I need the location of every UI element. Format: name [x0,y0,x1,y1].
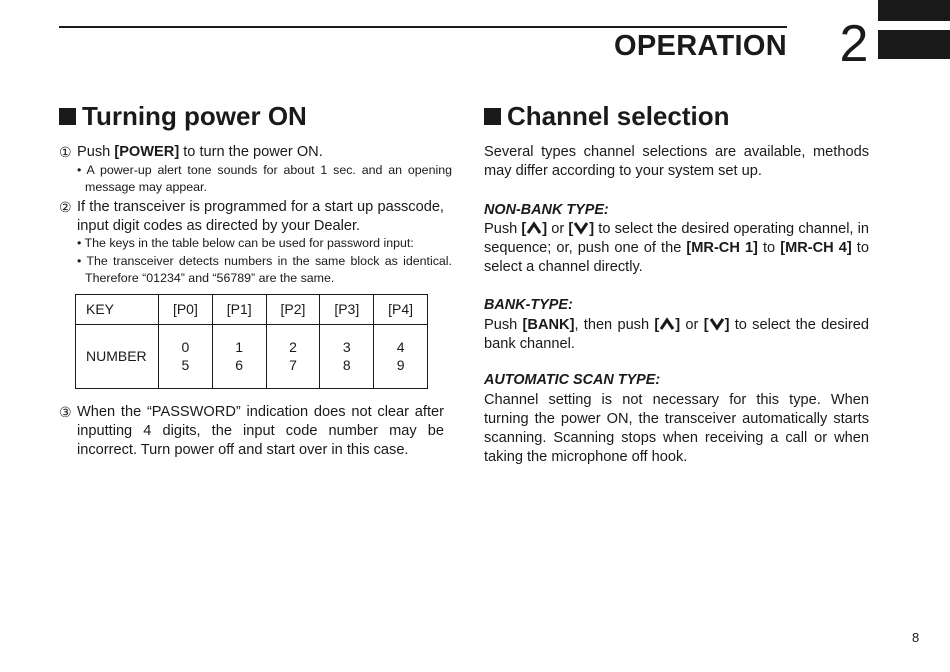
table-row-keys [76,295,428,325]
step-3-marker: ③ [59,404,72,420]
table-number-p1: 1 6 [212,324,266,388]
nonbank-heading: NON-BANK TYPE: [484,202,609,218]
table-row-numbers [76,324,428,388]
table-number-p4: 4 9 [374,324,428,388]
table-label-number: NUMBER [76,324,159,388]
section-title-power-on: Turning power ON [59,101,307,132]
step-1-text: Push [POWER] to turn the power ON. [77,144,323,160]
step-1-marker: ① [59,144,72,160]
chapter-tab-top [878,0,950,21]
header-rule [59,26,787,28]
square-bullet-icon [59,108,76,125]
chapter-tab-bottom [878,30,950,59]
table-number-p2: 2 7 [266,324,320,388]
bank-text: Push [BANK], then push [ ] or [ ] to select the desired bank channel. [484,317,869,352]
table-key-p2: [P2] [266,295,320,325]
autoscan-text: Channel setting is not necessary for this type. When turning the power ON, the transceiver automatically starts scanning. Scanning stops when receiving a call or when taking the microphone off hook. [484,392,869,465]
down-arrow-key-icon [573,221,589,235]
table-key-p3: [P3] [320,295,374,325]
square-bullet-icon [484,108,501,125]
table-number-p3: 3 8 [320,324,374,388]
up-arrow-key-icon [526,221,542,235]
table-key-p0: [P0] [159,295,213,325]
nonbank-text: Push [ ] or [ ] to select the desired operating channel, in sequence; or, push one of the [MR-CH 1] to [MR-CH 4] to select a channel directly. [484,221,869,275]
section-title-channel-selection: Channel selection [484,101,730,132]
up-arrow-key-icon [659,317,675,331]
table-number-p0: 0 5 [159,324,213,388]
step-3-text: When the “PASSWORD” indication does not clear after inputting 4 digits, the input code number may be incorrect. Turn power off and start over in this case. [77,404,444,458]
autoscan-heading: AUTOMATIC SCAN TYPE: [484,372,661,388]
step-2-text: If the transceiver is programmed for a start up passcode, input digit codes as directed by your Dealer. [77,199,444,234]
table-label-key: KEY [76,295,159,325]
bank-heading: BANK-TYPE: [484,297,573,313]
step-2-note-1: • The keys in the table below can be used for password input: [77,236,414,250]
step-2-marker: ② [59,199,72,215]
page-number: 8 [912,630,920,645]
page-title: OPERATION [614,30,787,62]
chapter-number: 2 [839,15,869,73]
table-key-p4: [P4] [374,295,428,325]
password-key-table [75,294,428,389]
channel-intro: Several types channel selections are available, methods may differ according to your system set up. [484,144,869,179]
step-2-note-2: • The transceiver detects numbers in the same block as identical. Therefore “01234” and “56789” are the same. [77,254,452,285]
down-arrow-key-icon [709,317,725,331]
step-1-note: • A power-up alert tone sounds for about 1 sec. and an opening message may appear. [77,163,452,194]
table-key-p1: [P1] [212,295,266,325]
